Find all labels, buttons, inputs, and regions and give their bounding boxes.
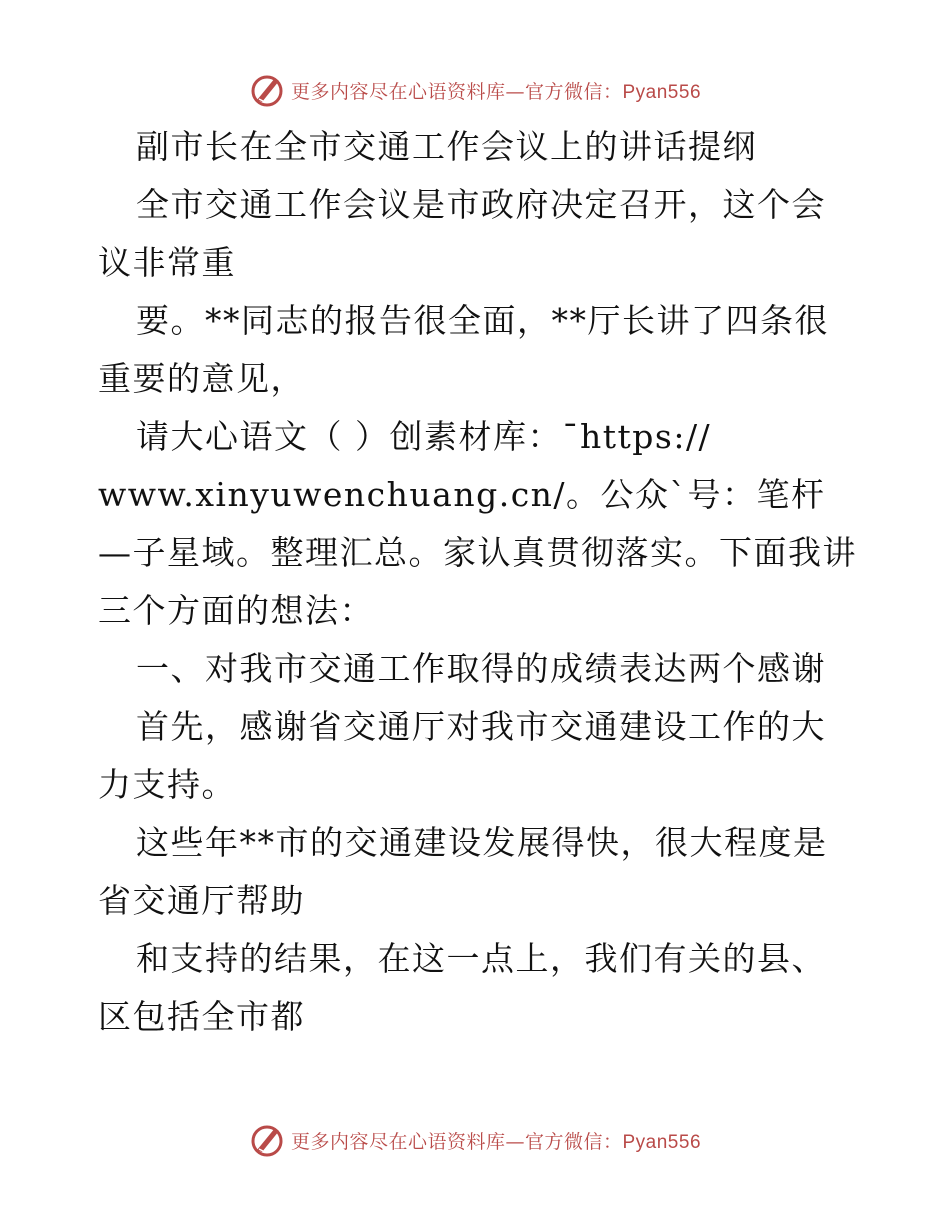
paragraph: 全市交通工作会议是市政府决定召开，这个会议非常重 (98, 185, 826, 282)
header-banner-text (291, 77, 701, 104)
section-heading: 一、对我市交通工作取得的成绩表达两个感谢 (136, 649, 826, 688)
doc-title: 副市长在全市交通工作会议上的讲话提纲 (136, 127, 757, 166)
footer-banner-label: 更多内容尽在心语资料库—官方微信： (290, 1130, 623, 1153)
header-banner (0, 70, 950, 110)
paragraph: 这些年**市的交通建设发展得快，很大程度是省交通厅帮助 (98, 823, 828, 920)
footer-banner (0, 1120, 950, 1160)
footer-wechat-id: Pyan556 (622, 1131, 702, 1153)
paragraph: www.xinyuwenchuang.cn/。公众`号：笔杆—子星域。整理汇总。家认真贯彻落实。下面我讲三个方面的想法： (98, 475, 857, 630)
paragraph: 和支持的结果，在这一点上，我们有关的县、区包括全市都 (98, 939, 826, 1036)
quill-pen-logo-icon (249, 1122, 285, 1158)
quill-pen-logo-icon (249, 72, 285, 108)
header-banner-label: 更多内容尽在心语资料库—官方微信： (290, 80, 623, 103)
paragraph: 请大心语文（ ）创素材库：¯https:// (136, 417, 712, 456)
header-wechat-id: Pyan556 (622, 81, 702, 103)
document-body (98, 118, 858, 1046)
paragraph: 要。**同志的报告很全面，**厅长讲了四条很重要的意见， (98, 301, 829, 398)
footer-banner-text (291, 1127, 701, 1154)
paragraph: 首先，感谢省交通厅对我市交通建设工作的大力支持。 (98, 707, 826, 804)
